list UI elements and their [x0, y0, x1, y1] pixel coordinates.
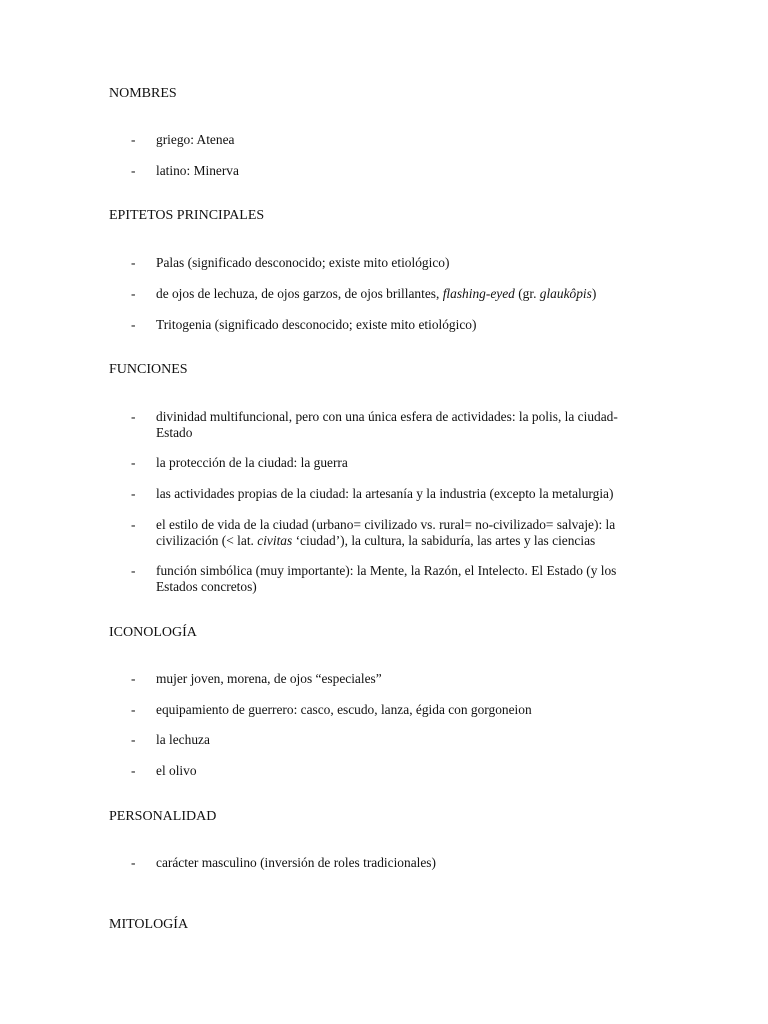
bullet-dash: - — [131, 517, 136, 532]
italic-term: flashing-eyed — [442, 286, 515, 301]
list-item-text: equipamiento de guerrero: casco, escudo, lanza, égida con gorgoneion — [156, 702, 532, 717]
bullet-dash: - — [131, 409, 136, 424]
list-item-text: carácter masculino (inversión de roles tradicionales) — [156, 855, 436, 870]
text-run: de ojos de lechuza, de ojos garzos, de ojos brillantes, — [156, 286, 443, 301]
bullet-dash: - — [131, 163, 136, 178]
text-run: ) — [591, 286, 597, 301]
list-item-text — [156, 517, 651, 549]
text-run: el estilo de vida de la ciudad (urbano= civilizado vs. rural= no-civilizado= salvaje): la civilización (< lat. — [156, 517, 616, 548]
italic-term: civitas — [257, 533, 293, 548]
bullet-dash: - — [131, 855, 136, 870]
italic-term: glaukôpis — [539, 286, 592, 301]
section-heading-nombres: NOMBRES — [109, 86, 177, 101]
list-item-text: la lechuza — [156, 732, 210, 747]
text-run: ‘ciudad’), la cultura, la sabiduría, las artes y las ciencias — [292, 533, 596, 548]
section-heading-iconologia: ICONOLOGÍA — [109, 625, 197, 640]
list-item-text: Palas (significado desconocido; existe mito etiológico) — [156, 255, 450, 270]
bullet-dash: - — [131, 486, 136, 501]
list-item-text: mujer joven, morena, de ojos “especiales” — [156, 671, 382, 686]
list-item-text: griego: Atenea — [156, 132, 235, 147]
list-item-text — [156, 286, 651, 302]
bullet-dash: - — [131, 702, 136, 717]
bullet-dash: - — [131, 763, 136, 778]
bullet-dash: - — [131, 286, 136, 301]
bullet-dash: - — [131, 255, 136, 270]
bullet-dash: - — [131, 732, 136, 747]
list-item-text: Tritogenia (significado desconocido; existe mito etiológico) — [156, 317, 477, 332]
list-item-text: las actividades propias de la ciudad: la artesanía y la industria (excepto la metalurgia) — [156, 486, 614, 501]
section-heading-funciones: FUNCIONES — [109, 362, 188, 377]
list-item-text: la protección de la ciudad: la guerra — [156, 455, 348, 470]
bullet-dash: - — [131, 317, 136, 332]
bullet-dash: - — [131, 671, 136, 686]
bullet-dash: - — [131, 455, 136, 470]
bullet-dash: - — [131, 563, 136, 578]
section-heading-personalidad: PERSONALIDAD — [109, 809, 217, 824]
section-heading-mitologia: MITOLOGÍA — [109, 917, 189, 932]
list-item-text: latino: Minerva — [156, 163, 239, 178]
list-item-text: función simbólica (muy importante): la Mente, la Razón, el Intelecto. El Estado (y los Estados concretos) — [156, 563, 617, 594]
list-item-text: divinidad multifuncional, pero con una única esfera de actividades: la polis, la ciudad- Estado — [156, 409, 618, 440]
list-item-text: el olivo — [156, 763, 197, 778]
section-heading-epitetos: EPITETOS PRINCIPALES — [109, 208, 265, 223]
text-run: (gr. — [514, 286, 540, 301]
bullet-dash: - — [131, 132, 136, 147]
